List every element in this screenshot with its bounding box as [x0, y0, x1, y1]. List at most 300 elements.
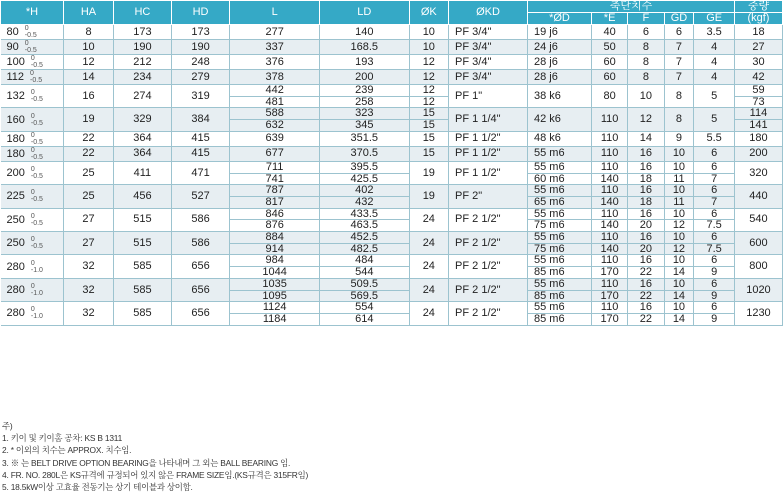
cell-f: 20 [628, 243, 664, 255]
cell-ld: 370.5 [319, 146, 409, 161]
cell-ld: 463.5 [319, 220, 409, 232]
cell-ld: 239 [319, 85, 409, 97]
cell-ge: 6 [694, 185, 735, 197]
cell-f: 12 [628, 108, 664, 131]
table-row [1, 55, 783, 70]
tolerance-mark: 0 -0.5 [30, 89, 43, 104]
cell-h [1, 208, 64, 231]
cell-ge: 4 [694, 40, 735, 55]
cell-gd: 10 [664, 185, 694, 197]
cell-k: 10 [409, 40, 448, 55]
cell-ge: 9 [694, 313, 735, 325]
cell-d: 55 m6 [527, 185, 591, 197]
cell-weight: 540 [734, 208, 782, 231]
cell-e: 110 [591, 208, 627, 220]
tolerance-mark: 0 -0.5 [30, 236, 43, 251]
cell-kd: PF 3/4" [449, 25, 528, 40]
cell-e: 110 [591, 146, 627, 161]
cell-weight: 141 [734, 120, 782, 132]
cell-ge: 6 [694, 278, 735, 290]
header-hd: HD [171, 1, 230, 25]
cell-h-value: 112 [6, 70, 25, 83]
tolerance-mark: 0 -0.5 [30, 146, 43, 161]
tolerance-mark: 0 -0.5 [30, 70, 43, 84]
cell-k: 12 [409, 96, 448, 108]
cell-ld: 345 [319, 120, 409, 132]
cell-d: 55 m6 [527, 278, 591, 290]
cell-l: 914 [230, 243, 320, 255]
cell-ld: 452.5 [319, 232, 409, 244]
cell-l: 588 [230, 108, 320, 120]
cell-ge: 6 [694, 232, 735, 244]
cell-d: 19 j6 [527, 25, 591, 40]
cell-hc: 173 [114, 25, 172, 40]
cell-ge: 7.5 [694, 243, 735, 255]
cell-f: 6 [628, 25, 664, 40]
cell-ld: 614 [319, 313, 409, 325]
cell-hd: 586 [171, 232, 230, 255]
cell-gd: 14 [664, 267, 694, 279]
cell-l: 817 [230, 196, 320, 208]
cell-h [1, 108, 64, 131]
cell-hd: 471 [171, 161, 230, 184]
cell-hd: 415 [171, 146, 230, 161]
cell-f: 18 [628, 173, 664, 185]
cell-ld: 433.5 [319, 208, 409, 220]
cell-gd: 9 [664, 131, 694, 146]
cell-k: 24 [409, 278, 448, 301]
tolerance-mark: 0 -1.0 [30, 259, 43, 274]
cell-ha: 16 [63, 85, 113, 108]
cell-gd: 12 [664, 220, 694, 232]
cell-l: 337 [230, 40, 320, 55]
note-item: 2. * 이외의 치수는 APPROX. 치수임. [2, 445, 132, 456]
cell-ha: 14 [63, 70, 113, 85]
cell-weight: 180 [734, 131, 782, 146]
cell-ha: 22 [63, 131, 113, 146]
cell-ld: 193 [319, 55, 409, 70]
cell-f: 16 [628, 161, 664, 173]
cell-kd: PF 1 1/2" [449, 146, 528, 161]
cell-gd: 10 [664, 146, 694, 161]
cell-d: 65 m6 [527, 196, 591, 208]
cell-k: 15 [409, 146, 448, 161]
cell-k: 10 [409, 25, 448, 40]
cell-ld: 140 [319, 25, 409, 40]
header-h: *H [1, 1, 64, 25]
cell-h-value: 280 [6, 307, 25, 320]
cell-f: 18 [628, 196, 664, 208]
cell-f: 16 [628, 232, 664, 244]
header-f: F [628, 13, 664, 25]
cell-l: 1095 [230, 290, 320, 302]
cell-ha: 25 [63, 161, 113, 184]
cell-l: 884 [230, 232, 320, 244]
cell-hc: 585 [114, 255, 172, 278]
cell-ha: 27 [63, 208, 113, 231]
cell-ld: 258 [319, 96, 409, 108]
cell-d: 42 k6 [527, 108, 591, 131]
cell-ge: 5 [694, 108, 735, 131]
cell-ld: 425.5 [319, 173, 409, 185]
cell-hd: 656 [171, 255, 230, 278]
table-row [1, 302, 783, 314]
cell-hd: 384 [171, 108, 230, 131]
cell-d: 24 j6 [527, 40, 591, 55]
cell-ge: 7 [694, 196, 735, 208]
header-l: L [230, 1, 320, 25]
cell-e: 110 [591, 232, 627, 244]
cell-ld: 544 [319, 267, 409, 279]
cell-h-value: 80 [6, 25, 19, 38]
cell-k: 24 [409, 232, 448, 255]
cell-gd: 10 [664, 232, 694, 244]
cell-h-value: 200 [6, 166, 25, 179]
tolerance-mark: 0 -0.5 [30, 131, 43, 146]
cell-hc: 364 [114, 146, 172, 161]
cell-e: 80 [591, 85, 627, 108]
cell-gd: 10 [664, 278, 694, 290]
header-d: *ØD [527, 13, 591, 25]
cell-hc: 585 [114, 302, 172, 325]
cell-f: 22 [628, 267, 664, 279]
cell-k: 12 [409, 70, 448, 85]
tolerance-mark: 0 -0.5 [30, 112, 43, 127]
tolerance-mark: 0 -0.5 [24, 25, 37, 39]
cell-e: 140 [591, 220, 627, 232]
cell-e: 110 [591, 302, 627, 314]
cell-k: 24 [409, 208, 448, 231]
cell-k: 19 [409, 185, 448, 208]
cell-weight: 320 [734, 161, 782, 184]
cell-ld: 569.5 [319, 290, 409, 302]
cell-k: 24 [409, 255, 448, 278]
cell-gd: 14 [664, 290, 694, 302]
cell-k: 15 [409, 131, 448, 146]
cell-ha: 8 [63, 25, 113, 40]
table-row [1, 146, 783, 161]
cell-l: 378 [230, 70, 320, 85]
cell-kd: PF 1 1/2" [449, 161, 528, 184]
cell-hd: 173 [171, 25, 230, 40]
cell-gd: 8 [664, 85, 694, 108]
cell-l: 481 [230, 96, 320, 108]
cell-f: 16 [628, 185, 664, 197]
cell-h-value: 280 [6, 260, 25, 273]
cell-ge: 7 [694, 173, 735, 185]
note-item: 4. FR. NO. 280L은 KS규격에 규정되어 있지 않은 FRAME SIZE임.(KS규격은 315FR임) [2, 469, 309, 480]
cell-h [1, 232, 64, 255]
cell-ld: 509.5 [319, 278, 409, 290]
cell-f: 16 [628, 208, 664, 220]
cell-kd: PF 2 1/2" [449, 278, 528, 301]
header-ha: HA [63, 1, 113, 25]
cell-h-value: 225 [6, 190, 25, 203]
cell-hc: 274 [114, 85, 172, 108]
cell-ld: 402 [319, 185, 409, 197]
cell-l: 984 [230, 255, 320, 267]
cell-hc: 329 [114, 108, 172, 131]
cell-h [1, 185, 64, 208]
cell-weight: 440 [734, 185, 782, 208]
cell-f: 14 [628, 131, 664, 146]
cell-ld: 200 [319, 70, 409, 85]
cell-ge: 3.5 [694, 25, 735, 40]
cell-l: 711 [230, 161, 320, 173]
table-row [1, 131, 783, 146]
cell-f: 20 [628, 220, 664, 232]
cell-k: 19 [409, 161, 448, 184]
cell-f: 8 [628, 40, 664, 55]
header-kd: ØKD [449, 1, 528, 25]
cell-hc: 456 [114, 185, 172, 208]
table-row [1, 185, 783, 197]
cell-h [1, 302, 64, 325]
cell-weight: 73 [734, 96, 782, 108]
cell-gd: 7 [664, 55, 694, 70]
cell-h-value: 160 [6, 113, 25, 126]
cell-k: 24 [409, 302, 448, 325]
cell-e: 140 [591, 243, 627, 255]
header-k: ØK [409, 1, 448, 25]
cell-kd: PF 3/4" [449, 70, 528, 85]
cell-h [1, 85, 64, 108]
cell-hd: 586 [171, 208, 230, 231]
cell-h-value: 180 [6, 147, 25, 160]
cell-kd: PF 1" [449, 85, 528, 108]
cell-ge: 9 [694, 267, 735, 279]
cell-l: 639 [230, 131, 320, 146]
cell-d: 55 m6 [527, 146, 591, 161]
cell-d: 55 m6 [527, 208, 591, 220]
cell-d: 55 m6 [527, 302, 591, 314]
cell-weight: 800 [734, 255, 782, 278]
cell-ge: 6 [694, 161, 735, 173]
cell-h [1, 131, 64, 146]
cell-ld: 395.5 [319, 161, 409, 173]
cell-f: 16 [628, 302, 664, 314]
cell-kd: PF 3/4" [449, 40, 528, 55]
cell-l: 442 [230, 85, 320, 97]
table-row [1, 70, 783, 85]
cell-h-value: 280 [6, 283, 25, 296]
cell-hc: 515 [114, 232, 172, 255]
cell-e: 110 [591, 108, 627, 131]
cell-kd: PF 2 1/2" [449, 232, 528, 255]
cell-h-value: 100 [6, 55, 25, 68]
cell-f: 8 [628, 70, 664, 85]
cell-ge: 6 [694, 146, 735, 161]
cell-f: 22 [628, 313, 664, 325]
cell-ge: 7.5 [694, 220, 735, 232]
cell-d: 38 k6 [527, 85, 591, 108]
cell-gd: 10 [664, 302, 694, 314]
cell-h [1, 161, 64, 184]
cell-l: 677 [230, 146, 320, 161]
cell-ha: 12 [63, 55, 113, 70]
tolerance-mark: 0 -1.0 [30, 283, 43, 298]
cell-d: 55 m6 [527, 232, 591, 244]
cell-gd: 10 [664, 255, 694, 267]
table-row [1, 278, 783, 290]
cell-ld: 482.5 [319, 243, 409, 255]
cell-hd: 527 [171, 185, 230, 208]
cell-ld: 432 [319, 196, 409, 208]
cell-f: 16 [628, 255, 664, 267]
cell-e: 170 [591, 290, 627, 302]
cell-weight: 59 [734, 85, 782, 97]
cell-ge: 9 [694, 290, 735, 302]
cell-f: 10 [628, 85, 664, 108]
table-row [1, 161, 783, 173]
cell-hd: 656 [171, 302, 230, 325]
cell-weight: 30 [734, 55, 782, 70]
cell-e: 140 [591, 196, 627, 208]
cell-ha: 32 [63, 278, 113, 301]
cell-e: 50 [591, 40, 627, 55]
cell-ha: 19 [63, 108, 113, 131]
cell-d: 85 m6 [527, 267, 591, 279]
cell-weight: 200 [734, 146, 782, 161]
cell-l: 376 [230, 55, 320, 70]
cell-d: 75 m6 [527, 220, 591, 232]
header-shaft-group: 축단치수 [527, 1, 734, 13]
cell-ha: 10 [63, 40, 113, 55]
cell-ge: 4 [694, 70, 735, 85]
cell-d: 28 j6 [527, 55, 591, 70]
cell-ha: 27 [63, 232, 113, 255]
cell-h-value: 180 [6, 132, 25, 145]
tolerance-mark: 0 -0.5 [30, 55, 43, 69]
cell-k: 15 [409, 108, 448, 120]
cell-hd: 190 [171, 40, 230, 55]
cell-f: 16 [628, 278, 664, 290]
cell-hd: 656 [171, 278, 230, 301]
table-row [1, 108, 783, 120]
cell-h-value: 250 [6, 213, 25, 226]
cell-k: 12 [409, 85, 448, 97]
cell-ge: 5.5 [694, 131, 735, 146]
cell-weight: 1020 [734, 278, 782, 301]
cell-l: 876 [230, 220, 320, 232]
cell-d: 85 m6 [527, 313, 591, 325]
cell-e: 170 [591, 313, 627, 325]
cell-weight: 27 [734, 40, 782, 55]
cell-f: 8 [628, 55, 664, 70]
header-gd: GD [664, 13, 694, 25]
cell-kd: PF 1 1/2" [449, 131, 528, 146]
cell-hd: 279 [171, 70, 230, 85]
note-item: 3. ※ 는 BELT DRIVE OPTION BEARING을 나타내며 그 외는 BALL BEARING 임. [2, 457, 291, 468]
cell-hc: 190 [114, 40, 172, 55]
cell-gd: 14 [664, 313, 694, 325]
cell-e: 110 [591, 278, 627, 290]
cell-h [1, 40, 64, 55]
cell-l: 787 [230, 185, 320, 197]
table-row [1, 85, 783, 97]
cell-h-value: 132 [6, 90, 25, 103]
cell-e: 110 [591, 255, 627, 267]
tolerance-mark: 0 -0.5 [30, 212, 43, 227]
cell-l: 846 [230, 208, 320, 220]
cell-e: 140 [591, 173, 627, 185]
cell-hc: 515 [114, 208, 172, 231]
cell-ge: 5 [694, 85, 735, 108]
cell-l: 1184 [230, 313, 320, 325]
cell-h [1, 70, 64, 85]
cell-ha: 22 [63, 146, 113, 161]
cell-f: 22 [628, 290, 664, 302]
cell-h [1, 278, 64, 301]
cell-hd: 248 [171, 55, 230, 70]
cell-ge: 6 [694, 302, 735, 314]
cell-kd: PF 2 1/2" [449, 302, 528, 325]
cell-l: 1035 [230, 278, 320, 290]
header-ge: GE [694, 13, 735, 25]
notes-list [2, 432, 308, 493]
cell-gd: 12 [664, 243, 694, 255]
cell-e: 110 [591, 131, 627, 146]
cell-weight: 1230 [734, 302, 782, 325]
cell-ha: 25 [63, 185, 113, 208]
cell-e: 170 [591, 267, 627, 279]
cell-weight: 600 [734, 232, 782, 255]
cell-ld: 484 [319, 255, 409, 267]
cell-h [1, 146, 64, 161]
cell-h-value: 90 [6, 40, 19, 53]
table-row [1, 208, 783, 220]
cell-l: 277 [230, 25, 320, 40]
cell-ha: 32 [63, 302, 113, 325]
cell-l: 632 [230, 120, 320, 132]
cell-weight: 18 [734, 25, 782, 40]
tolerance-mark: 0 -0.5 [30, 189, 43, 204]
cell-kd: PF 1 1/4" [449, 108, 528, 131]
cell-ha: 32 [63, 255, 113, 278]
table-row [1, 25, 783, 40]
note-item: 5. 18.5kW이상 고효율 전동기는 상기 테이블과 상이함. [2, 482, 193, 493]
cell-k: 15 [409, 120, 448, 132]
cell-hd: 319 [171, 85, 230, 108]
cell-hc: 411 [114, 161, 172, 184]
cell-gd: 10 [664, 161, 694, 173]
cell-e: 110 [591, 185, 627, 197]
cell-ge: 6 [694, 208, 735, 220]
cell-ld: 351.5 [319, 131, 409, 146]
cell-hd: 415 [171, 131, 230, 146]
note-item: 1. 키이 및 키이홈 공차: KS B 1311 [2, 433, 123, 444]
notes-section [2, 420, 308, 493]
cell-e: 60 [591, 55, 627, 70]
header-hc: HC [114, 1, 172, 25]
cell-gd: 7 [664, 70, 694, 85]
cell-e: 40 [591, 25, 627, 40]
cell-kd: PF 2 1/2" [449, 208, 528, 231]
cell-hc: 364 [114, 131, 172, 146]
header-weight: 중량 [734, 1, 782, 13]
cell-h [1, 255, 64, 278]
cell-d: 75 m6 [527, 243, 591, 255]
cell-l: 741 [230, 173, 320, 185]
cell-d: 60 m6 [527, 173, 591, 185]
cell-gd: 8 [664, 108, 694, 131]
cell-e: 110 [591, 161, 627, 173]
cell-ge: 6 [694, 255, 735, 267]
header-e: *E [591, 13, 627, 25]
cell-hc: 212 [114, 55, 172, 70]
cell-gd: 10 [664, 208, 694, 220]
cell-ld: 323 [319, 108, 409, 120]
